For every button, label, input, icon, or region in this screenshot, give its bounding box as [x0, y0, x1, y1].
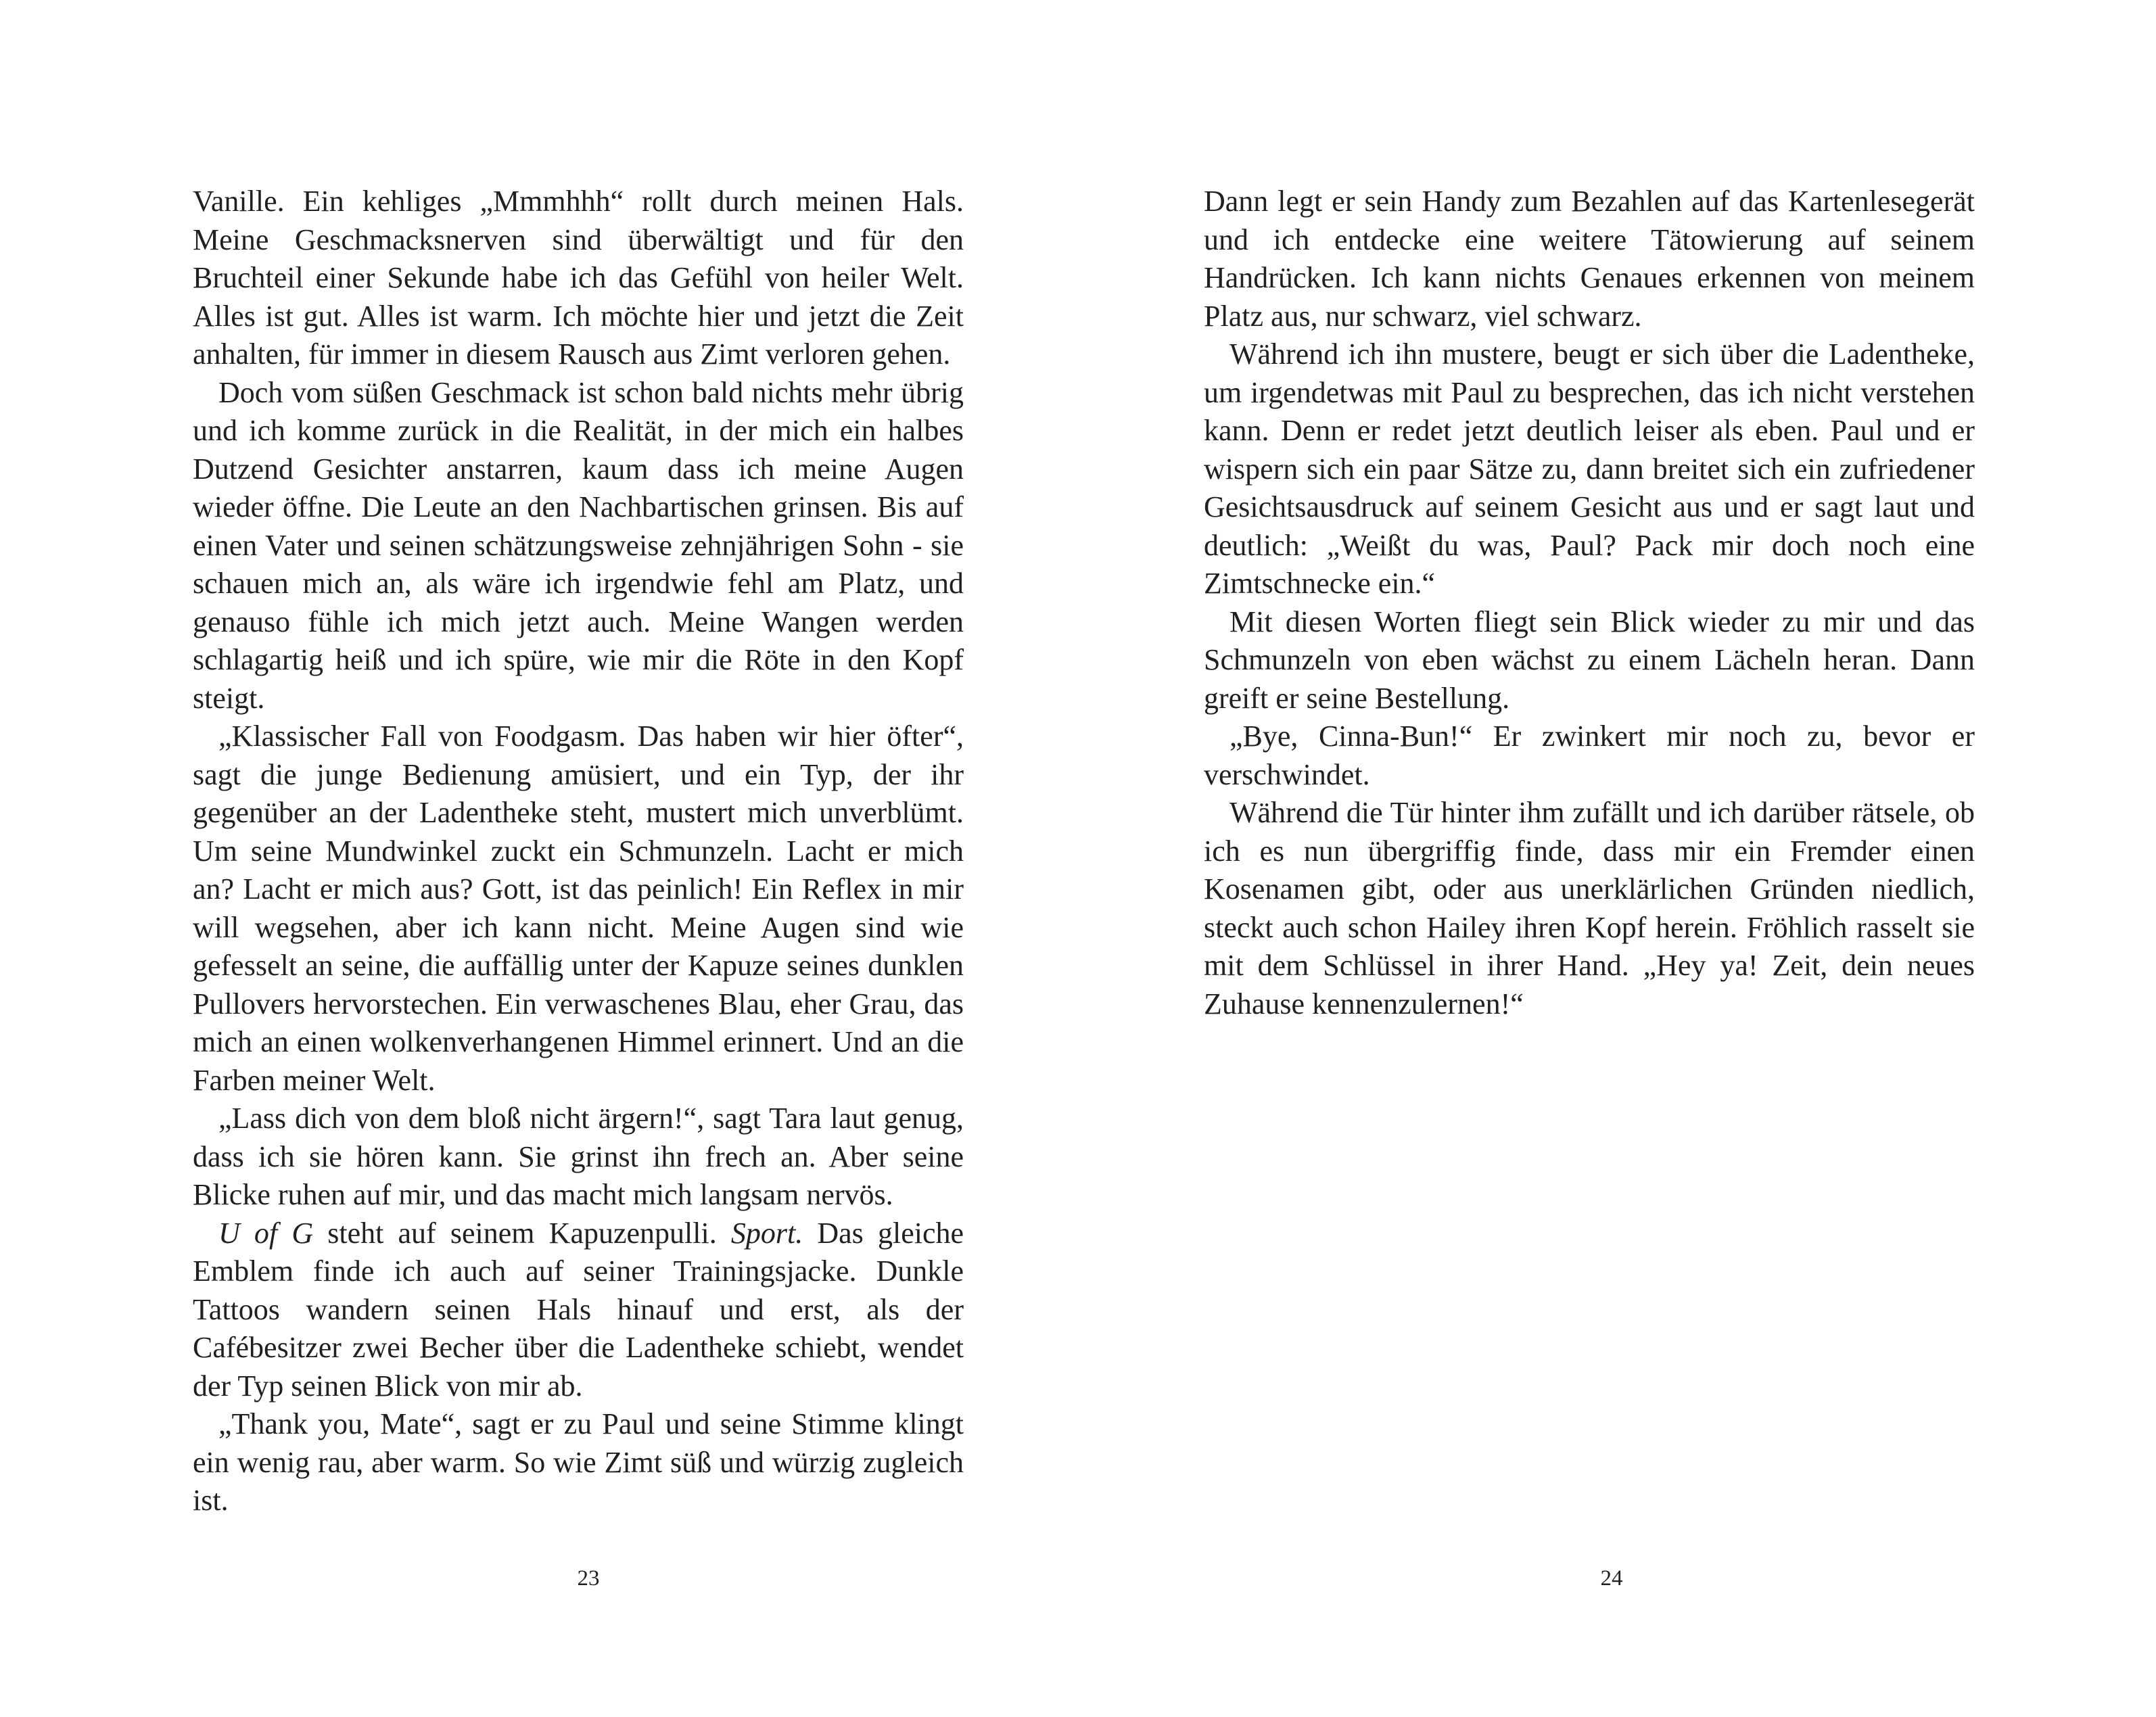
- paragraph: „Klassischer Fall von Foodgasm. Das haben wir hier öfter“, sagt die junge Bedienung amüsiert, und ein Typ, der ihr gegenüber an der Ladentheke steht, mustert mich unverblümt. Um seine Mundwinkel zuckt ein Schmunzeln. Lacht er mich an? Lacht er mich aus? Gott, ist das peinlich! Ein Reflex in mir will wegsehen, aber ich kann nicht. Meine Augen sind wie gefesselt an seine, die auffällig unter der Kapuze seines dunklen Pullovers hervorstechen. Ein verwaschenes Blau, eher Grau, das mich an einen wolkenverhangenen Himmel erinnert. Und an die Farben meiner Welt.: [193, 720, 964, 1097]
- paragraph: Während ich ihn mustere, beugt er sich über die Ladentheke, um irgendetwas mit Paul zu besprechen, das ich nicht verstehen kann. Denn er redet jetzt deutlich leiser als eben. Paul und er wispern sich ein paar Sätze zu, dann breitet sich ein zufriedener Gesichtsausdruck auf seinem Gesicht aus und er sagt laut und deutlich: „Weißt du was, Paul? Pack mir doch noch eine Zimtschnecke ein.“: [1204, 337, 1975, 600]
- paragraph: „Thank you, Mate“, sagt er zu Paul und seine Stimme klingt ein wenig rau, aber warm. So wie Zimt süß und würzig zugleich ist.: [193, 1407, 964, 1517]
- right-page-body: [1204, 183, 1975, 1023]
- page-number-right: 24: [1600, 1566, 1623, 1591]
- paragraph: Doch vom süßen Geschmack ist schon bald nichts mehr übrig und ich komme zurück in die Realität, in der mich ein halbes Dutzend Gesichter anstarren, kaum dass ich meine Augen wieder öffne. Die Leute an den Nachbartischen grinsen. Bis auf einen Vater und seinen schätzungsweise zehnjährigen Sohn - sie schauen mich an, als wäre ich irgendwie fehl am Platz, und genauso fühle ich mich jetzt auch. Meine Wangen werden schlagartig heiß und ich spüre, wie mir die Röte in den Kopf steigt.: [193, 375, 964, 715]
- paragraph: Während die Tür hinter ihm zufällt und ich darüber rätsele, ob ich es nun übergriffig finde, dass mir ein Fremder einen Kosenamen gibt, oder aus unerklärlichen Gründen niedlich, steckt auch schon Hailey ihren Kopf herein. Fröhlich rasselt sie mit dem Schlüssel in ihrer Hand. „Hey ya! Zeit, dein neues Zuhause kennenzulernen!“: [1204, 796, 1975, 1020]
- paragraph: „Lass dich von dem bloß nicht ärgern!“, sagt Tara laut genug, dass ich sie hören kann. Sie grinst ihn frech an. Aber seine Blicke ruhen auf mir, und das macht mich langsam nervös.: [193, 1102, 964, 1211]
- left-page-body: [193, 183, 964, 1520]
- paragraph: [193, 1215, 964, 1406]
- paragraph-text: steht auf seinem Kapuzenpulli.: [313, 1216, 731, 1250]
- page-number-left: 23: [577, 1566, 600, 1591]
- paragraph: Mit diesen Worten fliegt sein Blick wieder zu mir und das Schmunzeln von eben wächst zu einem Lächeln heran. Dann greift er seine Bestellung.: [1204, 605, 1975, 715]
- italic-text: Sport.: [730, 1216, 803, 1250]
- paragraph: „Bye, Cinna-Bun!“ Er zwinkert mir noch zu, bevor er verschwindet.: [1204, 720, 1975, 791]
- paragraph: Vanille. Ein kehliges „Mmmhhh“ rollt durch meinen Hals. Meine Geschmacksnerven sind überwältigt und für den Bruchteil einer Sekunde habe ich das Gefühl von heiler Welt. Alles ist gut. Alles ist warm. Ich möchte hier und jetzt die Zeit anhalten, für immer in diesem Rausch aus Zimt verloren gehen.: [193, 185, 964, 371]
- paragraph-text: Das gleiche Emblem finde ich auch auf seiner Trainingsjacke. Dunkle Tattoos wandern seinen Hals hinauf und erst, als der Cafébesitzer zwei Becher über die Ladentheke schiebt, wendet der Typ seinen Blick von mir ab.: [193, 1216, 964, 1403]
- paragraph: Dann legt er sein Handy zum Bezahlen auf das Kartenlesegerät und ich entdecke eine weitere Tätowierung auf seinem Handrücken. Ich kann nichts Genaues erkennen von meinem Platz aus, nur schwarz, viel schwarz.: [1204, 185, 1975, 333]
- italic-text: U of G: [218, 1216, 314, 1250]
